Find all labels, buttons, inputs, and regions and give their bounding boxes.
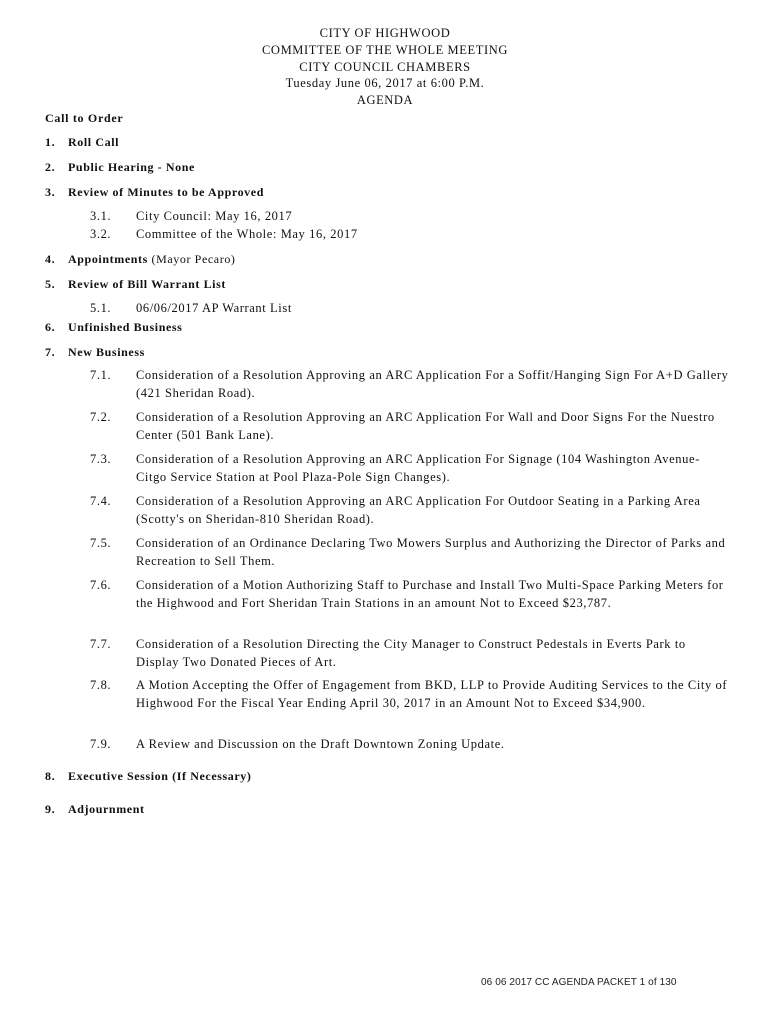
sub-item-number: 7.8. (90, 678, 112, 692)
item-number: 3. (45, 185, 56, 199)
sub-item-3-1 (90, 208, 730, 226)
sub-item-text: Consideration of a Resolution Approving an ARC Application For Wall and Door Signs For the Nuestro Center (501 Bank Lane). (136, 410, 715, 442)
item-number: 7. (45, 345, 56, 359)
sub-item-7-8 (90, 677, 730, 712)
item-number: 6. (45, 320, 56, 334)
header-date: Tuesday June 06, 2017 at 6:00 P.M. (285, 76, 485, 91)
item-number: 8. (45, 769, 56, 783)
agenda-item-5 (45, 277, 226, 292)
agenda-item-9 (45, 802, 145, 817)
sub-item-text: 06/06/2017 AP Warrant List (136, 301, 292, 315)
sub-item-number: 3.1. (90, 209, 112, 223)
item-number: 2. (45, 160, 56, 174)
sub-item-text: Consideration of a Motion Authorizing Staff to Purchase and Install Two Multi-Space Parking Meters for the Highwood and Fort Sheridan Train Stations in an amount Not to Exceed $23,787. (136, 578, 724, 610)
sub-item-7-3 (90, 451, 730, 486)
item-number: 9. (45, 802, 56, 816)
item-label: Appointments (68, 252, 148, 266)
sub-item-5-1 (90, 300, 730, 318)
item-note: (Mayor Pecaro) (147, 252, 236, 266)
item-label: Unfinished Business (68, 320, 183, 334)
sub-item-number: 7.9. (90, 737, 112, 751)
item-number: 1. (45, 135, 56, 149)
header-city: CITY OF HIGHWOOD (319, 26, 451, 40)
item-label: Review of Bill Warrant List (68, 277, 226, 291)
item-label: Executive Session (If Necessary) (68, 769, 252, 783)
sub-item-text: Consideration of a Resolution Approving an ARC Application For Signage (104 Washington Avenue-Citgo Service Station at Pool Plaza-Pole Sign Changes). (136, 452, 700, 484)
item-label: Roll Call (68, 135, 120, 149)
item-label: New Business (68, 345, 145, 359)
agenda-header (0, 25, 770, 109)
sub-item-text: Consideration of a Resolution Approving an ARC Application For a Soffit/Hanging Sign For A+D Gallery (421 Sheridan Road). (136, 368, 729, 400)
item-label: Adjournment (68, 802, 145, 816)
sub-item-7-5 (90, 535, 730, 570)
item-label: Public Hearing - None (68, 160, 195, 174)
sub-item-text: Consideration of a Resolution Approving an ARC Application For Outdoor Seating in a Parking Area (Scotty's on Sheridan-810 Sheridan Road). (136, 494, 701, 526)
header-meeting: COMMITTEE OF THE WHOLE MEETING (262, 42, 508, 57)
sub-item-number: 7.5. (90, 536, 112, 550)
sub-item-7-4 (90, 493, 730, 528)
sub-item-text: A Review and Discussion on the Draft Downtown Zoning Update. (136, 737, 505, 751)
header-agenda: AGENDA (356, 93, 414, 108)
call-to-order: Call to Order (45, 111, 124, 125)
sub-item-7-9 (90, 736, 730, 754)
agenda-item-8 (45, 769, 252, 784)
sub-item-7-2 (90, 409, 730, 444)
sub-item-3-2 (90, 226, 730, 244)
sub-item-number: 7.3. (90, 452, 112, 466)
agenda-item-6 (45, 320, 182, 335)
sub-item-7-1 (90, 367, 730, 402)
sub-item-7-7 (90, 636, 730, 671)
page-footer: 06 06 2017 CC AGENDA PACKET 1 of 130 (481, 977, 677, 988)
sub-item-number: 7.7. (90, 637, 112, 651)
sub-item-number: 7.6. (90, 578, 112, 592)
sub-item-number: 7.2. (90, 410, 112, 424)
sub-item-7-6 (90, 577, 730, 612)
sub-item-text: City Council: May 16, 2017 (136, 209, 293, 223)
agenda-item-1 (45, 135, 119, 150)
sub-item-text: Committee of the Whole: May 16, 2017 (136, 227, 358, 241)
agenda-item-4 (45, 252, 236, 267)
item-number: 5. (45, 277, 56, 291)
item-label: Review of Minutes to be Approved (68, 185, 264, 199)
header-location: CITY COUNCIL CHAMBERS (299, 59, 471, 74)
sub-item-number: 7.1. (90, 368, 112, 382)
sub-item-text: Consideration of a Resolution Directing the City Manager to Construct Pedestals in Everts Park to Display Two Donated Pieces of Art. (136, 637, 686, 669)
item-number: 4. (45, 252, 56, 266)
agenda-item-2 (45, 160, 195, 175)
agenda-item-3 (45, 185, 264, 200)
sub-item-number: 7.4. (90, 494, 112, 508)
sub-item-text: Consideration of an Ordinance Declaring Two Mowers Surplus and Authorizing the Director of Parks and Recreation to Sell Them. (136, 536, 726, 568)
agenda-item-7 (45, 345, 145, 360)
sub-item-number: 3.2. (90, 227, 112, 241)
sub-item-number: 5.1. (90, 301, 112, 315)
sub-item-text: A Motion Accepting the Offer of Engagement from BKD, LLP to Provide Auditing Services to the City of Highwood For the Fiscal Year Ending April 30, 2017 in an Amount Not to Exceed $34,900. (136, 678, 728, 710)
